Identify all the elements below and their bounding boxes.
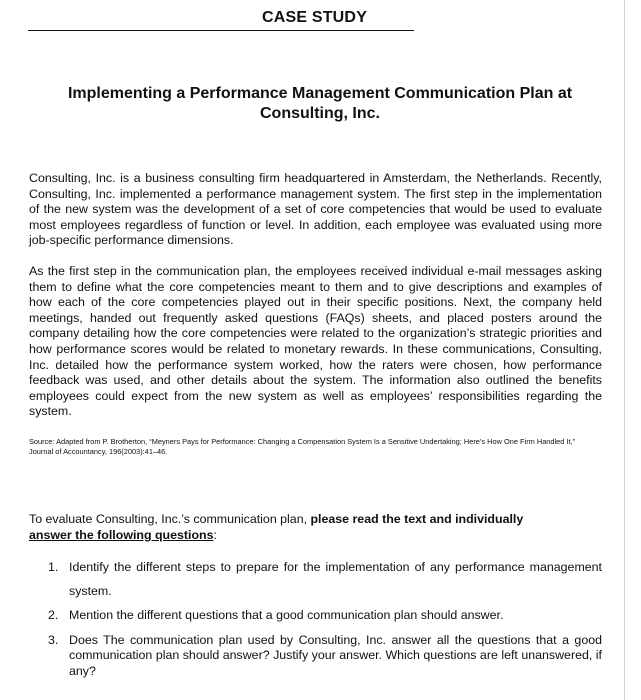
paragraph-communication-plan: As the first step in the communication plan, the employees received individual e-mail messages asking them to define what the core competencies meant to them and to give descriptions and examples of how each of the core competencies played out in their specific positions. Next, the company held meetings, handed out frequently asked questions (FAQs) sheets, and placed posters around the company detailing how the core competencies were related to the organization’s strategic priorities and how performance scores would be related to monetary rewards. In these communications, Consulting, Inc. detailed how the performance system worked, how the raters were chosen, how performance feedback was used, and other details about the system. The information also outlined the benefits employees could expect from the new system as well as employees’ responsibilities regarding the system. — [29, 264, 602, 419]
question-item — [29, 608, 602, 624]
source-citation: Source: Adapted from P. Brotherton, “Meyners Pays for Performance: Changing a Compensation System Is a Sensitive Undertaking; Here’s How One Firm Handled It,” Journal of Accountancy, 196(2003):41–46. — [29, 437, 576, 456]
question-number: 3. — [48, 632, 59, 647]
instructions-suffix: : — [213, 528, 217, 542]
question-item — [29, 555, 602, 603]
question-text: Does The communication plan used by Consulting, Inc. answer all the questions that a good communication plan should answer? Justify your answer. Which questions are left unanswered, if any? — [69, 632, 602, 678]
questions-list — [29, 555, 602, 679]
paragraph-intro: Consulting, Inc. is a business consulting firm headquartered in Amsterdam, the Netherlands. Recently, Consulting, Inc. implemented a performance management system. The first step in the implementation of the new system was the development of a set of core competencies that would be used to evaluate most employees regardless of function or level. In addition, each employee was evaluated using more job-specific performance dimensions. — [29, 171, 602, 248]
instructions-underlined: answer the following questions — [29, 528, 214, 542]
instructions-prefix: To evaluate Consulting, Inc.’s communication plan, — [29, 512, 311, 526]
document-title: Implementing a Performance Management Communication Plan at Consulting, Inc. — [67, 85, 573, 122]
question-number: 2. — [48, 608, 59, 622]
question-text: Identify the different steps to prepare for the implementation of any performance management system. — [69, 560, 602, 598]
instructions — [29, 511, 589, 543]
case-study-heading: CASE STUDY — [261, 9, 368, 26]
question-number: 1. — [48, 560, 59, 574]
question-item — [29, 633, 602, 680]
heading-underline — [28, 30, 414, 31]
question-text: Mention the different questions that a good communication plan should answer. — [69, 608, 504, 622]
page-edge-divider — [624, 0, 625, 700]
instructions-bold: please read the text and individually — [310, 512, 524, 526]
